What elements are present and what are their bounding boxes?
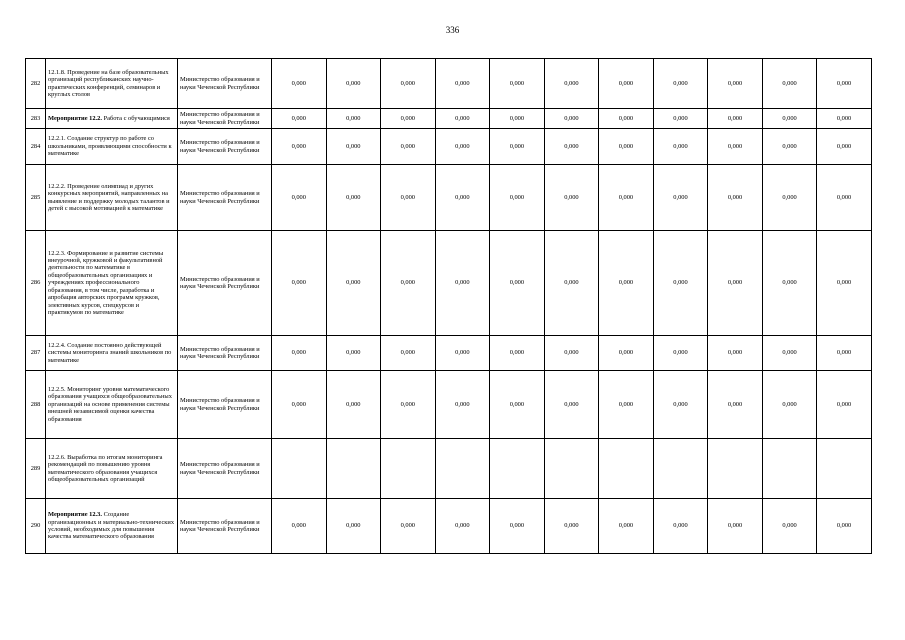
funding-value-cell: 0,000	[381, 499, 436, 554]
activity-name: 12.2.4. Создание постоянно действующей системы мониторинга знаний школьников по математике	[48, 341, 172, 364]
executor-cell: Министерство образования и науки Чеченской Республики	[178, 109, 272, 129]
row-number: 290	[26, 499, 46, 554]
funding-value-cell: 0,000	[817, 109, 872, 129]
funding-value-cell: 0,000	[435, 499, 490, 554]
activity-name: Создание организационных и материально-технических условий, необходимых для повышения качества математического образования	[48, 511, 175, 541]
funding-value-cell: 0,000	[544, 109, 599, 129]
funding-value-cell: 0,000	[708, 59, 763, 109]
funding-value-cell: 0,000	[326, 336, 381, 371]
row-number: 282	[26, 59, 46, 109]
executor-cell: Министерство образования и науки Чеченской Республики	[178, 165, 272, 231]
executor-cell: Министерство образования и науки Чеченской Республики	[178, 129, 272, 165]
funding-value-cell: 0,000	[653, 499, 708, 554]
funding-value-cell	[272, 439, 327, 499]
funding-value-cell: 0,000	[435, 371, 490, 439]
funding-value-cell: 0,000	[272, 336, 327, 371]
funding-value-cell: 0,000	[817, 499, 872, 554]
table-row	[26, 371, 872, 439]
table-row	[26, 231, 872, 336]
activity-name: Работа с обучающимися	[103, 114, 170, 122]
table-row	[26, 165, 872, 231]
funding-value-cell	[544, 439, 599, 499]
funding-value-cell: 0,000	[708, 129, 763, 165]
table-row	[26, 109, 872, 129]
funding-value-cell: 0,000	[272, 109, 327, 129]
funding-value-cell: 0,000	[817, 231, 872, 336]
funding-value-cell: 0,000	[708, 499, 763, 554]
funding-value-cell: 0,000	[435, 59, 490, 109]
funding-value-cell: 0,000	[326, 499, 381, 554]
activity-name-cell	[46, 439, 178, 499]
executor-cell: Министерство образования и науки Чеченской Республики	[178, 231, 272, 336]
funding-value-cell	[490, 439, 545, 499]
funding-value-cell: 0,000	[272, 129, 327, 165]
funding-value-cell: 0,000	[435, 109, 490, 129]
activity-name-cell	[46, 109, 178, 129]
funding-value-cell: 0,000	[490, 499, 545, 554]
funding-value-cell: 0,000	[599, 336, 654, 371]
executor-cell: Министерство образования и науки Чеченской Республики	[178, 499, 272, 554]
table-row	[26, 439, 872, 499]
funding-value-cell: 0,000	[653, 59, 708, 109]
funding-value-cell: 0,000	[653, 336, 708, 371]
funding-value-cell	[381, 439, 436, 499]
funding-value-cell: 0,000	[599, 371, 654, 439]
table-row	[26, 59, 872, 109]
funding-value-cell: 0,000	[599, 109, 654, 129]
activity-name-cell	[46, 129, 178, 165]
funding-value-cell: 0,000	[381, 165, 436, 231]
row-number: 283	[26, 109, 46, 129]
activity-name: 12.2.2. Проведение олимпиад и других конкурсных мероприятий, направленных на выявление и поддержку молодых талантов и детей с высокой мотивацией к математике	[48, 182, 170, 212]
funding-value-cell: 0,000	[762, 129, 817, 165]
funding-value-cell: 0,000	[544, 59, 599, 109]
funding-value-cell: 0,000	[544, 129, 599, 165]
funding-value-cell: 0,000	[326, 371, 381, 439]
funding-value-cell: 0,000	[762, 231, 817, 336]
table-row	[26, 129, 872, 165]
funding-value-cell: 0,000	[599, 231, 654, 336]
funding-value-cell: 0,000	[708, 165, 763, 231]
funding-value-cell: 0,000	[490, 59, 545, 109]
funding-value-cell: 0,000	[817, 129, 872, 165]
activity-name: 12.2.5. Мониторинг уровня математического образования учащихся общеобразовательных организаций на основе применения системы внешней независимой оценки качества образования	[48, 385, 172, 423]
funding-value-cell	[599, 439, 654, 499]
funding-value-cell: 0,000	[544, 336, 599, 371]
funding-value-cell: 0,000	[708, 371, 763, 439]
funding-value-cell: 0,000	[326, 165, 381, 231]
funding-value-cell: 0,000	[326, 59, 381, 109]
executor-cell: Министерство образования и науки Чеченской Республики	[178, 336, 272, 371]
funding-value-cell: 0,000	[599, 129, 654, 165]
funding-value-cell: 0,000	[544, 165, 599, 231]
row-number: 288	[26, 371, 46, 439]
funding-value-cell: 0,000	[817, 165, 872, 231]
funding-value-cell	[326, 439, 381, 499]
funding-value-cell: 0,000	[762, 109, 817, 129]
funding-value-cell: 0,000	[435, 336, 490, 371]
funding-value-cell: 0,000	[381, 231, 436, 336]
funding-value-cell: 0,000	[490, 371, 545, 439]
table-row	[26, 336, 872, 371]
funding-value-cell: 0,000	[762, 59, 817, 109]
funding-value-cell: 0,000	[326, 109, 381, 129]
funding-value-cell	[762, 439, 817, 499]
funding-value-cell: 0,000	[653, 129, 708, 165]
funding-value-cell: 0,000	[272, 165, 327, 231]
funding-value-cell: 0,000	[381, 371, 436, 439]
funding-value-cell: 0,000	[762, 499, 817, 554]
row-number: 284	[26, 129, 46, 165]
activity-name: 12.2.3. Формирование и развитие системы внеурочной, кружковой и факультативной деятельности по математике в общеобразовательных организациях и учреждениях профессионального образования, в том числе, разработка и апробация авторских программ кружков, элективных курсов, спецкурсов и практикумов по математике	[48, 249, 164, 316]
funding-value-cell: 0,000	[381, 129, 436, 165]
funding-value-cell: 0,000	[708, 231, 763, 336]
funding-value-cell: 0,000	[326, 129, 381, 165]
funding-value-cell: 0,000	[381, 109, 436, 129]
funding-value-cell: 0,000	[490, 109, 545, 129]
executor-cell: Министерство образования и науки Чеченской Республики	[178, 371, 272, 439]
activity-name-cell	[46, 231, 178, 336]
funding-value-cell: 0,000	[544, 231, 599, 336]
funding-value-cell: 0,000	[381, 59, 436, 109]
funding-value-cell: 0,000	[817, 371, 872, 439]
funding-value-cell: 0,000	[762, 371, 817, 439]
funding-value-cell: 0,000	[762, 336, 817, 371]
funding-value-cell: 0,000	[653, 165, 708, 231]
activity-prefix: Мероприятие 12.3.	[48, 511, 102, 519]
funding-value-cell: 0,000	[490, 129, 545, 165]
row-number: 287	[26, 336, 46, 371]
funding-value-cell: 0,000	[599, 499, 654, 554]
activity-name: 12.2.6. Выработка по итогам мониторинга рекомендаций по повышению уровня математического образования учащихся общеобразовательных организаций	[48, 453, 163, 483]
funding-value-cell: 0,000	[708, 109, 763, 129]
funding-value-cell: 0,000	[544, 499, 599, 554]
activity-name-cell	[46, 336, 178, 371]
executor-cell: Министерство образования и науки Чеченской Республики	[178, 59, 272, 109]
funding-value-cell: 0,000	[599, 165, 654, 231]
funding-value-cell	[435, 439, 490, 499]
table-row	[26, 499, 872, 554]
funding-value-cell: 0,000	[381, 336, 436, 371]
row-number: 285	[26, 165, 46, 231]
funding-value-cell: 0,000	[653, 231, 708, 336]
row-number: 289	[26, 439, 46, 499]
funding-value-cell: 0,000	[708, 336, 763, 371]
activity-name-cell	[46, 499, 178, 554]
funding-value-cell	[653, 439, 708, 499]
row-number: 286	[26, 231, 46, 336]
funding-value-cell: 0,000	[490, 231, 545, 336]
funding-value-cell: 0,000	[544, 371, 599, 439]
activity-name-cell	[46, 165, 178, 231]
funding-value-cell: 0,000	[435, 129, 490, 165]
funding-value-cell	[817, 439, 872, 499]
funding-value-cell: 0,000	[599, 59, 654, 109]
activity-name-cell	[46, 371, 178, 439]
activity-name-cell	[46, 59, 178, 109]
activity-name: 12.2.1. Создание структур по работе со школьниками, проявляющими способности к математике	[48, 135, 172, 158]
funding-value-cell: 0,000	[435, 165, 490, 231]
funding-value-cell: 0,000	[272, 371, 327, 439]
activity-prefix: Мероприятие 12.2.	[48, 114, 102, 122]
funding-value-cell: 0,000	[435, 231, 490, 336]
budget-table	[25, 58, 872, 554]
funding-value-cell: 0,000	[272, 231, 327, 336]
funding-value-cell: 0,000	[490, 165, 545, 231]
activity-name: 12.1.8. Проведение на базе образовательных организаций республиканских научно-практических конференций, семинаров и круглых столов	[48, 68, 169, 98]
funding-value-cell	[708, 439, 763, 499]
funding-value-cell: 0,000	[272, 499, 327, 554]
funding-value-cell: 0,000	[653, 371, 708, 439]
page-number: 336	[445, 25, 460, 35]
funding-value-cell: 0,000	[272, 59, 327, 109]
executor-cell: Министерство образования и науки Чеченской Республики	[178, 439, 272, 499]
funding-value-cell: 0,000	[817, 336, 872, 371]
funding-value-cell: 0,000	[817, 59, 872, 109]
funding-value-cell: 0,000	[490, 336, 545, 371]
funding-value-cell: 0,000	[326, 231, 381, 336]
funding-value-cell: 0,000	[762, 165, 817, 231]
funding-value-cell: 0,000	[653, 109, 708, 129]
